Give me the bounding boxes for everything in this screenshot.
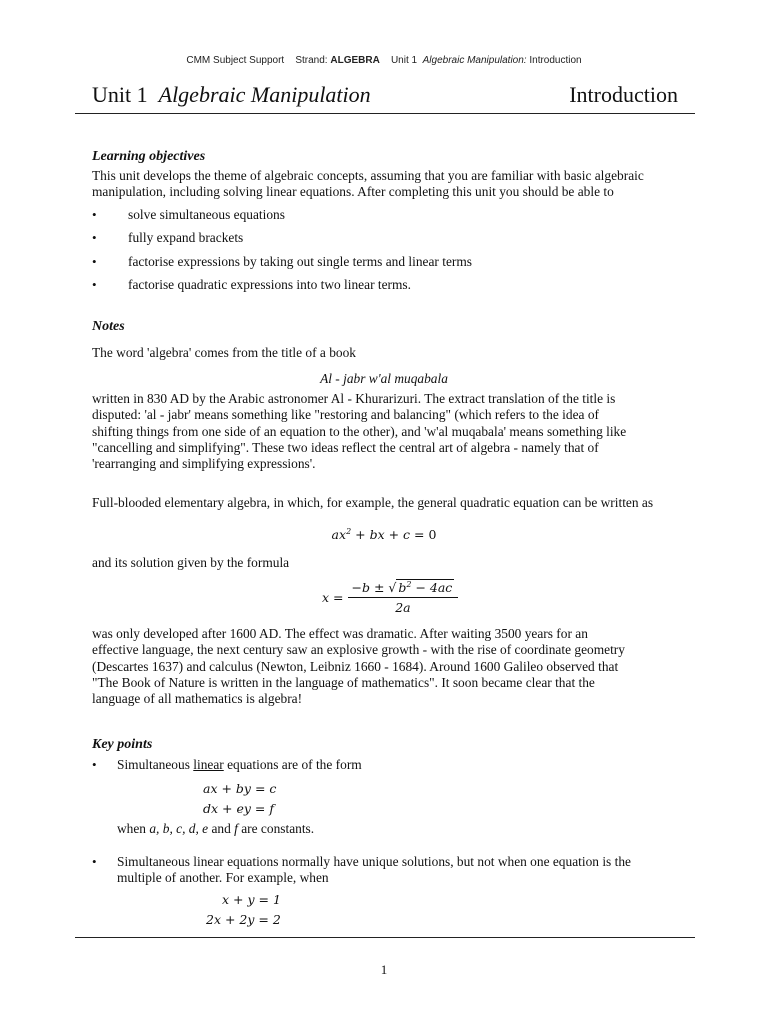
notes-p4-line2: effective language, the next century saw an explosive growth - with the rise of coordinate geometry bbox=[92, 642, 625, 658]
header-section: Introduction bbox=[529, 55, 582, 66]
notes-heading: Notes bbox=[92, 319, 125, 334]
objectives-intro-line2: manipulation, including solving linear equations. After completing this unit you should be able to bbox=[92, 184, 614, 200]
quadratic-formula bbox=[322, 580, 458, 615]
objective-bullet-1: • bbox=[92, 207, 97, 222]
example-eq-2: 2x + 2y = 2 bbox=[206, 912, 281, 927]
title-rule bbox=[75, 113, 695, 114]
notes-p2-line5: 'rearranging and simplifying expressions'. bbox=[92, 456, 316, 472]
objective-bullet-2: • bbox=[92, 230, 97, 245]
quadratic-equation-expression: $ax^2$ + bx + c = 0 bbox=[331, 526, 437, 542]
objectives-intro-line1: This unit develops the theme of algebraic concepts, assuming that you are familiar with basic algebraic bbox=[92, 168, 644, 183]
objective-item-3: factorise expressions by taking out single terms and linear terms bbox=[128, 254, 472, 269]
simultaneous-eq-2: dx + ey = f bbox=[203, 801, 274, 816]
page-number: 1 bbox=[380, 962, 388, 977]
key-point-bullet-2: • bbox=[92, 854, 97, 869]
key-points-heading: Key points bbox=[92, 737, 153, 752]
header-unit: Unit 1 bbox=[390, 55, 418, 66]
header-org: CMM Subject Support bbox=[186, 55, 285, 66]
objective-item-2: fully expand brackets bbox=[128, 230, 244, 245]
formula-lhs: x = bbox=[322, 590, 344, 605]
notes-p2-line3: shifting things from one side of an equation to the other), and 'w'al muqabala' means something like bbox=[92, 423, 627, 439]
objective-item-1: solve simultaneous equations bbox=[128, 207, 285, 222]
notes-p2-line1: written in 830 AD by the Arabic astronomer Al - Khurarizuri. The extract translation of the title is bbox=[92, 391, 616, 406]
notes-line1: The word 'algebra' comes from the title of a book bbox=[92, 345, 356, 360]
header-strand-value: ALGEBRA bbox=[330, 55, 380, 66]
notes-p2-line4: "cancelling and simplifying". These two ideas reflect the central art of algebra - namely that of bbox=[92, 439, 599, 455]
formula-intro: and its solution given by the formula bbox=[92, 555, 290, 570]
simultaneous-eq-1: ax + by = c bbox=[203, 781, 277, 796]
page-title bbox=[92, 82, 371, 108]
objective-bullet-3: • bbox=[92, 254, 97, 269]
notes-paragraph-2 bbox=[92, 391, 682, 472]
formula-denominator: 2a bbox=[395, 600, 411, 615]
example-eq-1: x + y = 1 bbox=[222, 892, 281, 907]
title-unit: Unit 1 bbox=[92, 82, 148, 107]
key-point-2: Simultaneous linear equations normally have unique solutions, but not when one equation is the multiple of another. For example, when bbox=[117, 854, 631, 886]
notes-paragraph-4 bbox=[92, 626, 682, 707]
notes-p2-line2: disputed: 'al - jabr' means something like "restoring and balancing" (which refers to the idea of bbox=[92, 407, 599, 423]
key-point-bullet-1: • bbox=[92, 757, 97, 772]
notes-p4-line5: language of all mathematics is algebra! bbox=[92, 691, 303, 707]
footer-rule bbox=[75, 937, 695, 938]
notes-p4-line4: "The Book of Nature is written in the language of mathematics". It soon became clear that the bbox=[92, 674, 595, 690]
linear-underlined: linear bbox=[193, 757, 224, 772]
title-section: Introduction bbox=[569, 82, 678, 107]
formula-numerator: −b ± √ $b^2 - 4ac$ bbox=[348, 580, 459, 598]
objective-bullet-4: • bbox=[92, 277, 97, 292]
header-strand-label: Strand: bbox=[295, 55, 328, 66]
learning-objectives-heading: Learning objectives bbox=[92, 149, 206, 164]
book-title: Al - jabr w'al muqabala bbox=[320, 371, 448, 386]
notes-paragraph-3: Full-blooded elementary algebra, in which, for example, the general quadratic equation can be written as bbox=[92, 495, 654, 510]
constants-note: when a, b, c, d, e and f are constants. bbox=[117, 821, 315, 836]
objective-item-4: factorise quadratic expressions into two linear terms. bbox=[128, 277, 411, 292]
notes-p4-line1: was only developed after 1600 AD. The effect was dramatic. After waiting 3500 years for an bbox=[92, 626, 588, 641]
running-header bbox=[0, 55, 768, 66]
formula-fraction bbox=[348, 580, 459, 615]
objectives-intro bbox=[92, 168, 682, 201]
quadratic-equation bbox=[0, 527, 768, 543]
key-point-1: Simultaneous linear equations are of the form bbox=[117, 757, 362, 772]
title-name: Algebraic Manipulation bbox=[158, 82, 371, 107]
header-unit-name: Algebraic Manipulation: bbox=[422, 55, 527, 66]
notes-p4-line3: (Descartes 1637) and calculus (Newton, Leibniz 1660 - 1684). Around 1600 Galileo observed that bbox=[92, 658, 619, 674]
